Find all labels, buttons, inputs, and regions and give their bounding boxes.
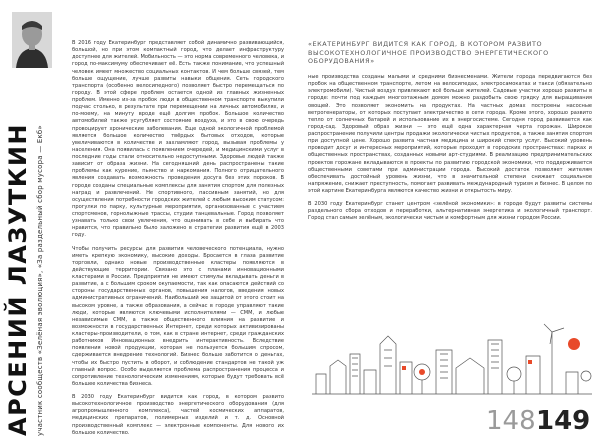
paragraph: В 2030 году Екатеринбург станет центром «зелёной экономики»: в городе будут развиты системы раздельного сбора отходов и переработки, альтернативная энергетика и экологичный транспорт. Город стал самым зелёным, экологически чистым и комфортным для жизни городом России. [308, 201, 592, 222]
portrait-image [12, 12, 52, 68]
accent-window [402, 366, 406, 370]
paragraph: В 2016 году Екатеринбург представляет собой динамично развивающийся, большой, но при этом компактный город, что делает инфраструктуру доступнее для жителей. Мобильность — это норма современного человека, и город по-максимуму обеспечивает её. Есть также понимание, что успешный человек имеет множество социальных контактов. И чем больше связей, тем больше ощущение, лучше развиты навыки общения. Сеть городского транспорта (особенно велосипедного) позволяет быстро перемещаться по городу. В этой сфере проблем остается одной из главных жизненных проблем. Именно из-за пробок люди в общественном транспорте выкупили подчас столько, в результате при перемещении на личных автомобилях, и по-моему, на минуту вроде ещё долгим пробок. Большое количество автомобилей также усугубляет состояние воздуха, и это в свою очередь провоцирует хронические заболевания. Еще одной экологичной проблемой является большое количество твёрдых бытовых отходов, которые увеличиваются в количестве и захламляют город, вызывая проблемы у населения. Она появилась с появлением очередей, и медицинскими услуг в последние годы стали относительно недоступными. Здоровье людей также зависит от образа жизни. На сегодняшний день распространены такие проблемы как курение, пьянство и наркомания. Полного отрицательного явления создавать возможность проведения досуга без этих пороков. В городе созданы специальные комплексы для занятия спортом для полезных наград и развлечений. Не спортивного, пассивным занятий, но для осуществления потребности городских жителей с любым высоким статусом: прогулки по парку, культурные мероприятия, организованные с участием спортсменов, горнолыжные трассы, студии танцевальные. Город позволяет узнавать только свои увлечения, что оценивать в себе и выбирать что нравится, что правильно было заложено в стратегии развития ещё в 2003 году. [72, 40, 284, 239]
city-skyline-illustration [312, 314, 592, 396]
author-role: участник сообществ «Зелёная эволюция», «За раздельный сбор мусора — Екб» [36, 125, 44, 436]
page-number-right: 149 [536, 406, 591, 436]
accent-tree [419, 369, 425, 375]
page-number-left: 148 [486, 406, 536, 436]
paragraph: Чтобы получить ресурсы для развития человеческого потенциала, нужно иметь крепкую экономику, высокие доходы. Бросается в глаза развитие торговли, однако новые производственные кластеры появляются в действующие территории. Связано это с планами инновационными кластерами в России. Предприятия не имеют стимулы вкладывать деньги в развитие, а с большим сроком окупаемости, так как опасаются действий со стороны государственных органов, повышения налогов, введения новых административных ограничений. Наибольший же защитой от этого стоит на высоком уровне, а также образования, а сейчас в городе управляют такие люди, которые являются ключевыми исполнителями — СММ, и любые независимые СММ, а также общественного влияния на развитие и возможности в государственных Интернет, среди которых активизированы кластеры-производители, о том, как в стране интернет, среди гражданских работников Инновационных внедрить интерактивность. Вследствие появления новой продукции, которая не пользуется большим спросом, сдерживается внедрение технологий. Бизнес больше заботится о деньгах, чтобы их быстро пустить в оборот, и соблюдение стандартов не такой уж главный вопрос. Особо выделяется проблема распространения процесса и сопротивление технологическим изменениям, которые будут требовать всё большее количества бизнеса. [72, 245, 284, 387]
left-column-text [72, 40, 284, 436]
paragraph: ные производства созданы малыми и средними бизнесменами. Жители города передвигаются без пробок на общественном транспорте, летом на велосипедах, электросамокатах и такси (обязательно электромобили). Чистый воздух привлекают всё больше жителей. Садовые участки хорошо развиты в городе: почти под каждым многоэтажным домом можно раздобыть свою грядку для выращивания овощей. Это позволяет экономить на продуктах. На частных домах построены насосные ветрогенераторы, от которых поступает электричество в сети города. Кроме этого, хорошо развито тепло от солнечных батарей и использование их в энергосистеме. Сегодня город развивается как город-сад. Здоровый образ жизни — это ещё одна характерная черта горожан. Широкое распространение получили центры продажи экологически чистых продуктов, а также занятия спортом при доступной цене. Хорошо развита частная медицина и широкий спектр услуг. Высокий уровень проводит досуг и интересных мероприятий, которые проходят в городских пространствах: парках и общественных пространствах, созданных новыми арт-студиями. В реализацию предпринимательских проектов горожане вкладываются в проекты по развитию городской экономики, что поддерживается общественными советами при администрации города. Высокий достаток позволяет жителям обеспечивать достойный уровень жизни, что в значительной степени снижает социальное напряжение, снижает преступность, помогает развивать международный туризм и бизнес. В целом по этой картине Екатеринбурга являются качество жизни и открытость миру. [308, 74, 592, 194]
skyline-accents [402, 338, 580, 375]
pull-quote: «ЕКАТЕРИНБУРГ ВИДИТСЯ КАК ГОРОД, В КОТОРОМ РАЗВИТО ВЫСОКОТЕХНОЛОГИЧНОЕ ПРОИЗВОДСТВО ЭНЕРГЕТИЧЕСКОГО ОБОРУДОВАНИЯ» [308, 40, 549, 66]
accent-window [528, 360, 532, 364]
right-column-text [308, 74, 592, 229]
author-name: АРСЕНИЙ ЛАЗУТКИН [4, 122, 32, 436]
paragraph: В 2030 году Екатеринбург видится как город, в котором развито высокотехнологичное производство энергетического оборудования (для агропромышленного комплекса), частей космических аппаратов, медицинских препаратов, полимерных изделий и т. д. Основной производственный комплекс — электронные компоненты. Для нового их большое количество. [72, 394, 284, 436]
skyline-lines [312, 324, 592, 394]
author-portrait [12, 12, 52, 68]
sun-icon [568, 338, 580, 350]
